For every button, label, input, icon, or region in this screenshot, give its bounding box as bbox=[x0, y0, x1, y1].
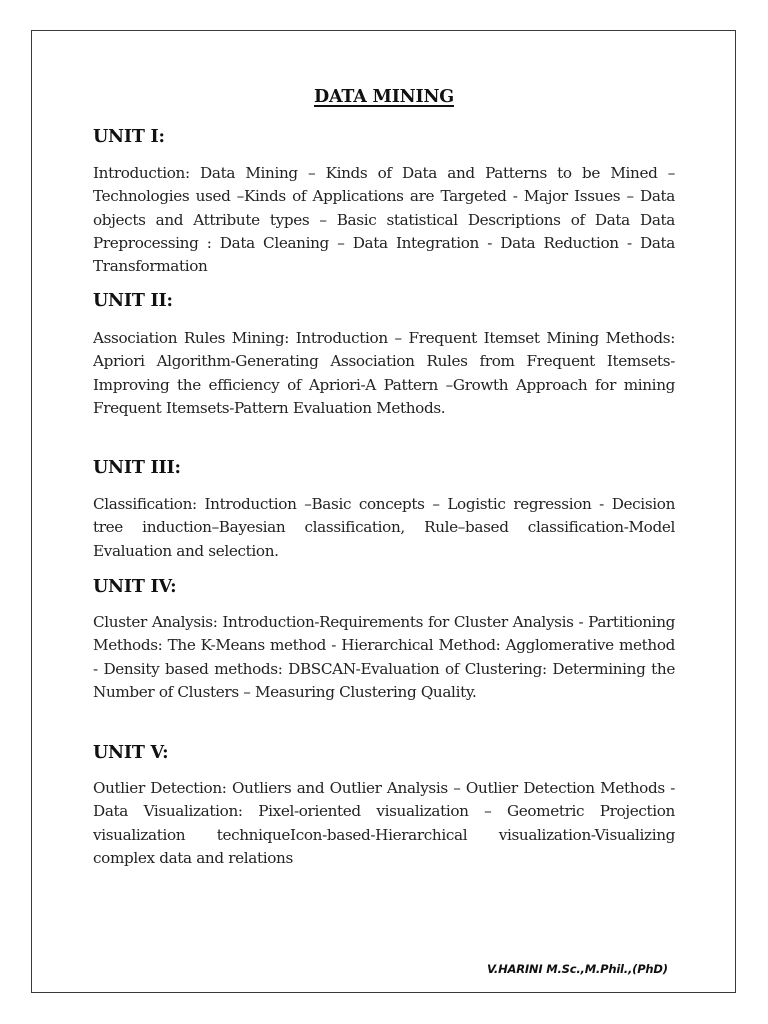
unit-1-heading: UNIT I: bbox=[93, 127, 165, 147]
unit-1-body: Introduction: Data Mining – Kinds of Data and Patterns to be Mined – Technologies used –Kinds of Applications are Targeted - Major Issues – Data objects and Attribute types – Basic statistical Descriptions of Data Data Preprocessing : Data Cleaning – Data Integration - Data Reduction - Data Transformation bbox=[93, 164, 675, 276]
unit-4-body: Cluster Analysis: Introduction-Requirements for Cluster Analysis - Partitioning Methods: The K-Means method - Hierarchical Method: Agglomerative method - Density based methods: DBSCAN-Evaluation of Clustering: Determining the Number of Clusters – Measuring Clustering Quality. bbox=[93, 613, 675, 701]
unit-3-heading: UNIT III: bbox=[93, 458, 181, 478]
unit-4-heading: UNIT IV: bbox=[93, 577, 177, 597]
document-title-text: DATA MINING bbox=[313, 87, 454, 107]
unit-5-body: Outlier Detection: Outliers and Outlier Analysis – Outlier Detection Methods - Data Visualization: Pixel-oriented visualization – Geometric Projection visualization techniqueIcon-based-Hierarchical visualization-Visualizing complex data and relations bbox=[93, 779, 675, 867]
author-footer: V.HARINI M.Sc.,M.Phil.,(PhD) bbox=[487, 962, 668, 976]
unit-3-body: Classification: Introduction –Basic concepts – Logistic regression - Decision tree induction–Bayesian classification, Rule–based classification-Model Evaluation and selection. bbox=[93, 495, 675, 560]
document-title bbox=[0, 87, 768, 107]
unit-2-heading: UNIT II: bbox=[93, 291, 173, 311]
unit-5-heading: UNIT V: bbox=[93, 743, 169, 763]
unit-2-body: Association Rules Mining: Introduction – Frequent Itemset Mining Methods: Apriori Algorithm-Generating Association Rules from Frequent Itemsets-Improving the efficiency of Apriori-A Pattern –Growth Approach for mining Frequent Itemsets-Pattern Evaluation Methods. bbox=[93, 329, 675, 417]
